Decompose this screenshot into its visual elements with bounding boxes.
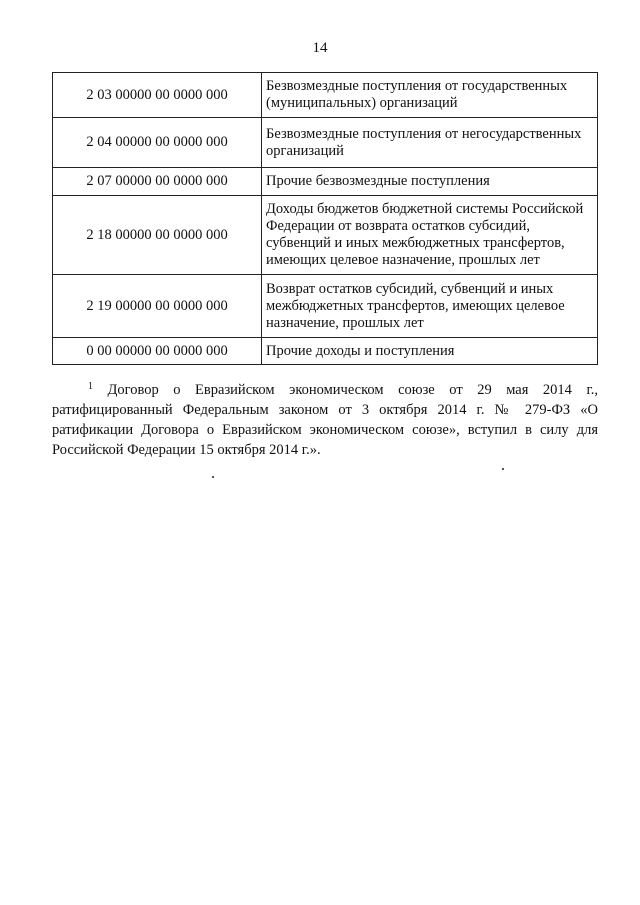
code-cell: 2 07 00000 00 0000 000	[53, 168, 262, 196]
description-cell: Безвозмездные поступления от государственных (муниципальных) организаций	[262, 73, 598, 118]
code-cell: 2 04 00000 00 0000 000	[53, 118, 262, 168]
code-cell: 2 18 00000 00 0000 000	[53, 196, 262, 275]
table-row	[53, 168, 598, 196]
footnote-marker: 1	[88, 381, 93, 392]
description-cell: Доходы бюджетов бюджетной системы Российской Федерации от возврата остатков субсидий, субвенций и иных межбюджетных трансфертов, имеющих целевое назначение, прошлых лет	[262, 196, 598, 275]
footnote	[52, 380, 598, 460]
description-cell: Прочие безвозмездные поступления	[262, 168, 598, 196]
scan-speck	[502, 468, 504, 470]
description-cell: Возврат остатков субсидий, субвенций и иных межбюджетных трансфертов, имеющих целевое назначение, прошлых лет	[262, 275, 598, 338]
budget-codes-table	[52, 72, 598, 365]
table-row	[53, 275, 598, 338]
table-row	[53, 196, 598, 275]
table-row	[53, 118, 598, 168]
code-cell: 2 03 00000 00 0000 000	[53, 73, 262, 118]
description-cell: Прочие доходы и поступления	[262, 338, 598, 365]
code-cell: 0 00 00000 00 0000 000	[53, 338, 262, 365]
table-row	[53, 73, 598, 118]
footnote-text: Договор о Евразийском экономическом союзе от 29 мая 2014 г., ратифицированный Федеральным законом от 3 октября 2014 г. № 279-ФЗ «О ратификации Договора о Евразийском экономическом союзе», вступил в силу для Российской Федерации 15 октября 2014 г.».	[52, 382, 599, 458]
table-row	[53, 338, 598, 365]
description-cell: Безвозмездные поступления от негосударственных организаций	[262, 118, 598, 168]
scan-speck	[212, 476, 214, 478]
page-number: 14	[312, 40, 328, 56]
code-cell: 2 19 00000 00 0000 000	[53, 275, 262, 338]
